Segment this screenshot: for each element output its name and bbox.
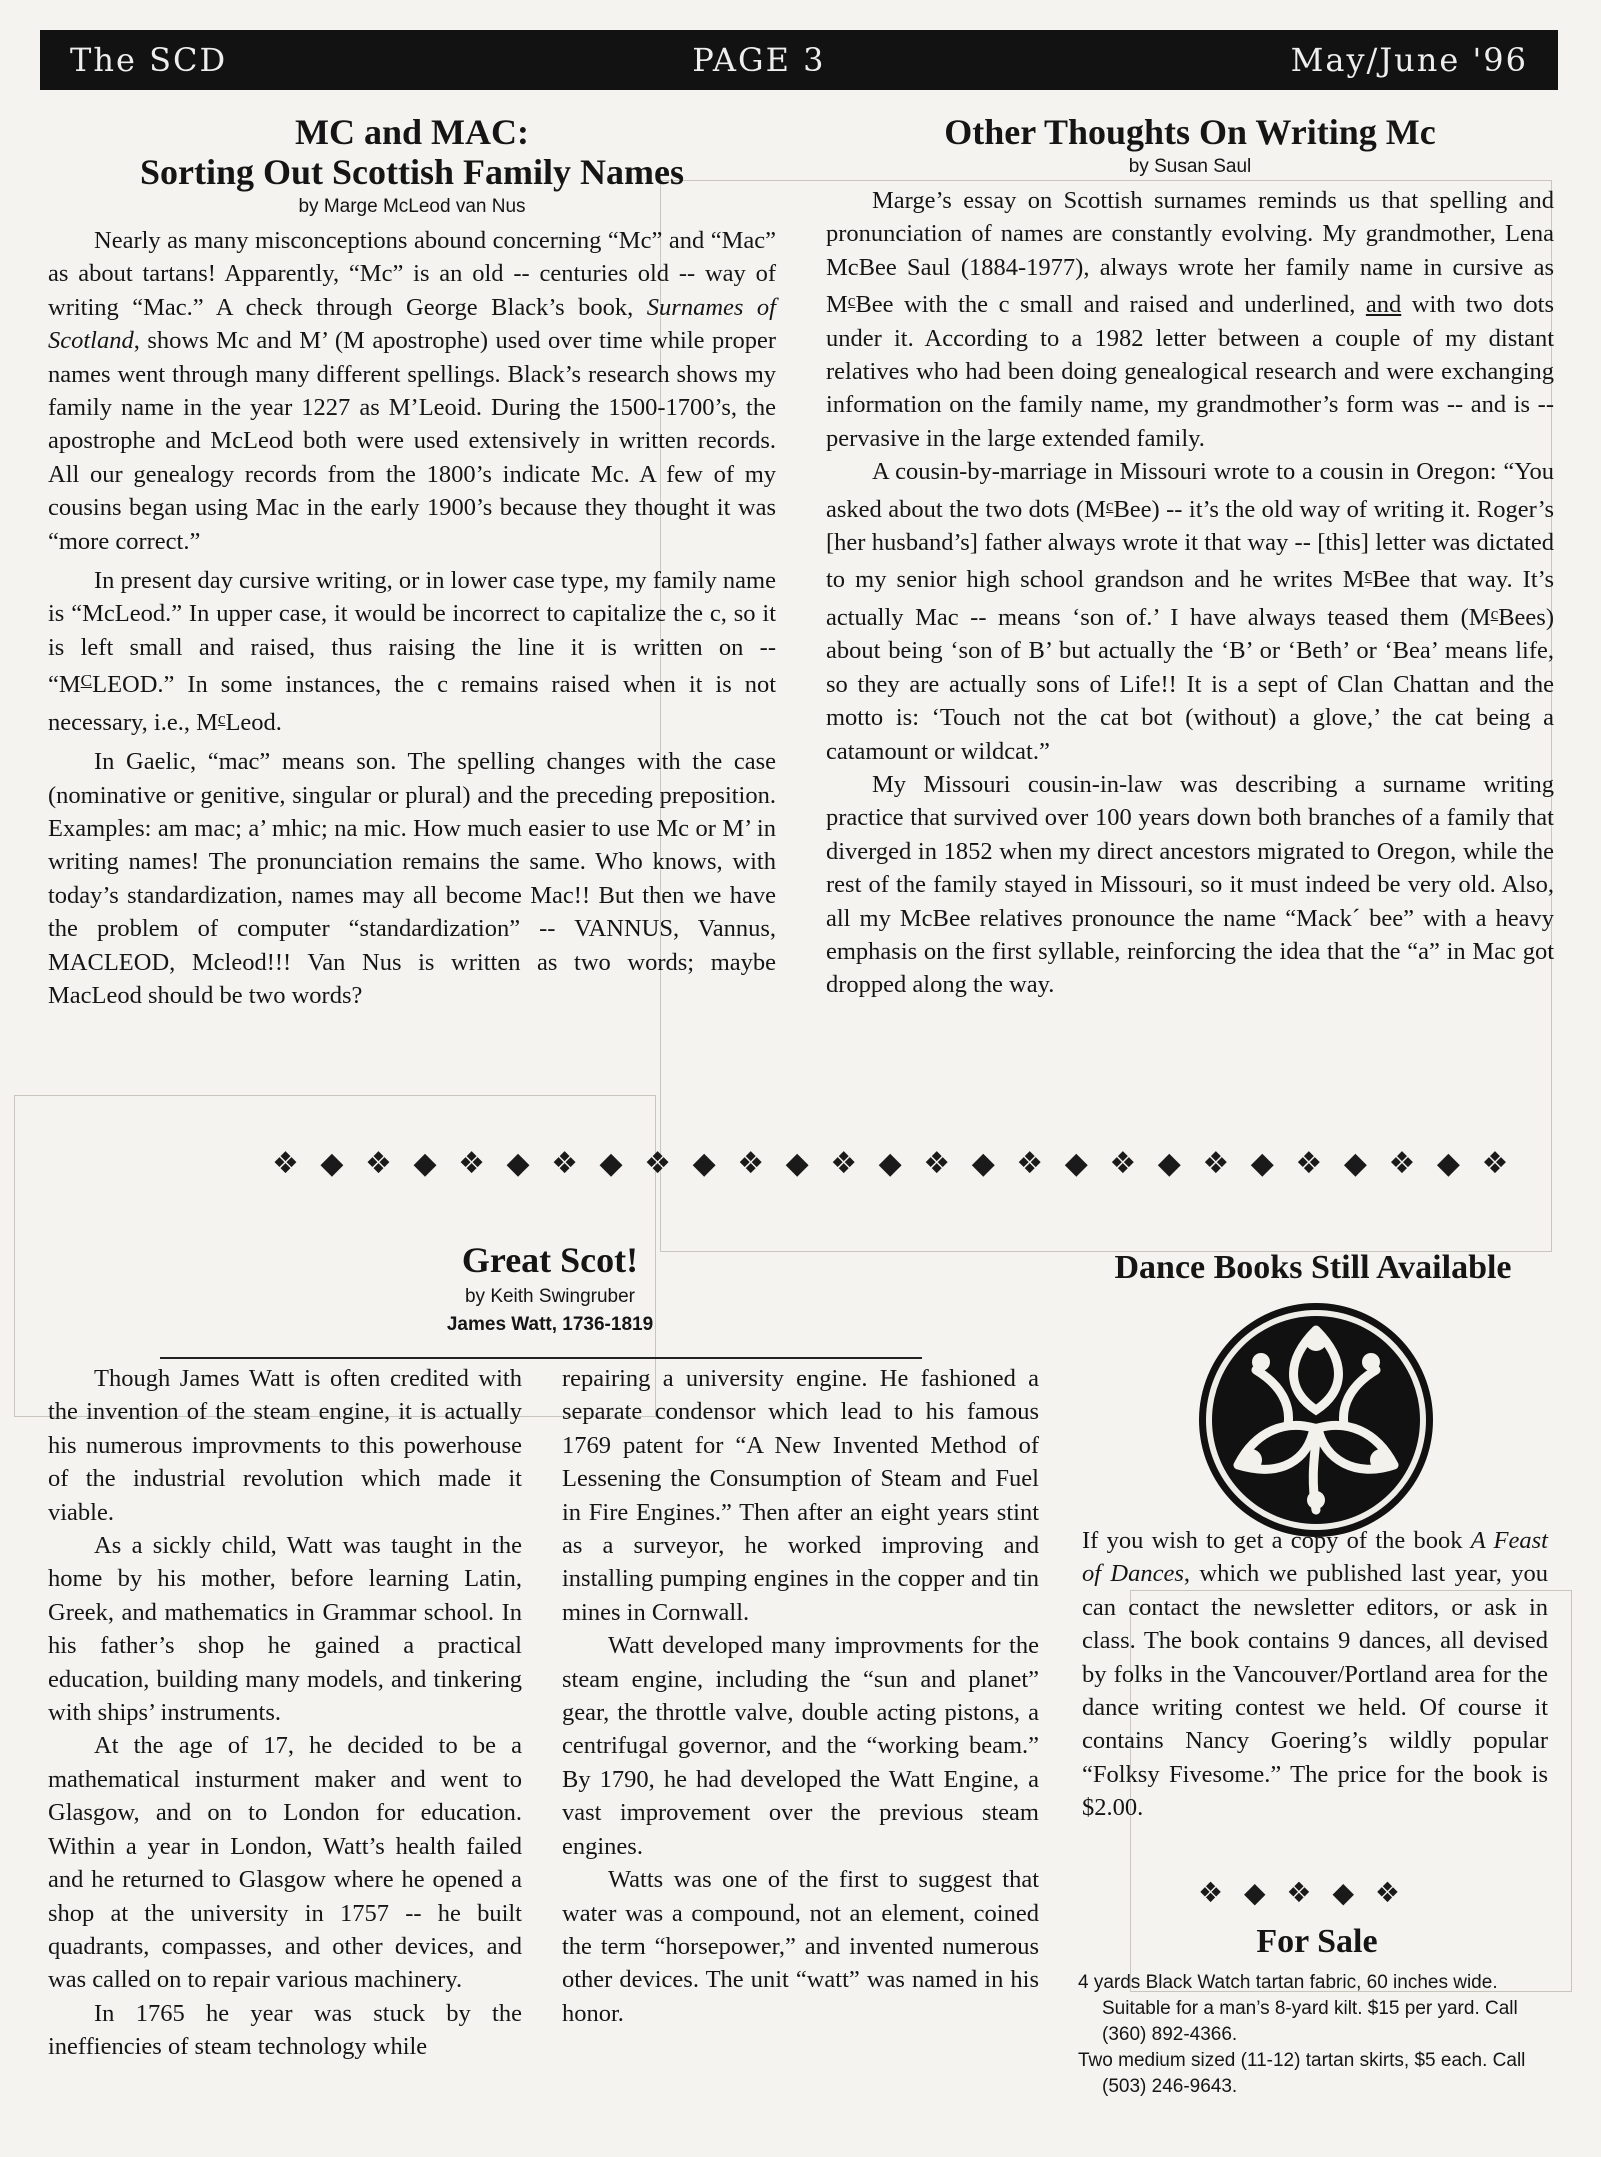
great-scot-column-1	[48, 1362, 522, 2064]
for-sale-box	[1078, 1922, 1556, 2100]
article-byline: by Keith Swingruber	[464, 1286, 636, 1307]
article-subtitle: James Watt, 1736-1819	[446, 1314, 654, 1335]
paragraph: Watts was one of the first to suggest that water was a compound, not an element, coined the term “horsepower,” and invented numerous other devices. The unit “watt” was named in his honor.	[562, 1866, 1039, 2027]
paragraph: In 1765 he year was stuck by the ineffiencies of steam technology while	[48, 1999, 522, 2061]
celtic-dancers-illustration	[1196, 1300, 1436, 1540]
page-number: PAGE 3	[692, 41, 826, 79]
paragraph: As a sickly child, Watt was taught in the home by his mother, before learning Latin, Greek, and mathematics in Grammar school. In his father’s shop he gained a practical education, building many models, and tinkering with ships’ instruments.	[48, 1532, 522, 1727]
newsletter-name: The SCD	[70, 41, 228, 79]
article-byline: by Marge McLeod van Nus	[298, 196, 526, 217]
article-byline: by Susan Saul	[1128, 156, 1252, 177]
ornament-divider: ❖ ◆ ❖ ◆ ❖ ◆ ❖ ◆ ❖ ◆ ❖ ◆ ❖ ◆ ❖ ◆ ❖ ◆ ❖ ◆ ❖ ◆ ❖ ◆ ❖ ◆ ❖	[272, 1146, 1515, 1181]
paragraph: Nearly as many misconceptions abound concerning “Mc” and “Mac” as about tartans! Apparently, “Mc” is an old -- centuries old -- way of writing “Mac.” A check through George Black’s book, Surnames of Scotland, shows Mc and M’ (M apostrophe) used over time while proper names went through many different spellings. Black’s research shows my family name in the year 1227 as M’Leoid. During the 1500-1700’s, the apostrophe and McLeod both were used extensively in written records. All our genealogy records from the 1800’s indicate Mc. A few of my cousins began using Mac in the early 1900’s because they thought it was “more correct.”	[48, 227, 776, 555]
header-rule	[160, 1357, 922, 1359]
section-title: Dance Books Still Available	[1114, 1249, 1512, 1286]
paragraph: repairing a university engine. He fashioned a separate condensor which lead to his famous 1769 patent for “A New Invented Method of Lessening the Consumption of Steam and Fuel in Fire Engines.” Then after an eight years stint as a surveyor, he worked improving and installing pumping engines in the copper and tin mines in Cornwall.	[562, 1365, 1039, 1626]
paragraph: Marge’s essay on Scottish surnames reminds us that spelling and pronunciation of names are constantly evolving. My grandmother, Lena McBee Saul (1884-1977), always wrote her family name in cursive as $M^cBee$ with the c small and raised and underlined, and with two dots under it. According to a 1982 letter between a couple of my distant relatives who had been doing genealogical research and were exchanging information on the family name, my grandmother’s form was -- and is -- pervasive in the large extended family.	[826, 187, 1554, 452]
page-header	[40, 30, 1558, 90]
list-item: 4 yards Black Watch tartan fabric, 60 inches wide. Suitable for a man’s 8-yard kilt. $15 per yard. Call (360) 892-4366.	[1078, 1972, 1518, 2045]
for-sale-list	[1078, 1970, 1556, 2100]
dance-books-box	[1078, 1248, 1548, 1288]
ornament-divider: ❖ ◆ ❖ ◆ ❖	[1198, 1876, 1406, 1909]
article-title-line1: MC and MAC:	[295, 112, 529, 152]
paragraph: Watt developed many improvments for the steam engine, including the “sun and planet” gear, the throttle valve, double acting pistons, a centrifugal governor, and the “working beam.” By 1790, he had developed the Watt Engine, a vast improvement over the previous steam engines.	[562, 1632, 1039, 1860]
article-mc-and-mac	[48, 112, 776, 1012]
paragraph: At the age of 17, he decided to be a mathematical insturment maker and went to Glasgow, and on to London for education. Within a year in London, Watt’s health failed and he returned to Glasgow where he opened a shop at the university in 1757 -- he built quadrants, compasses, and other devices, and was called on to repair various machinery.	[48, 1732, 522, 1994]
great-scot-column-2	[562, 1362, 1039, 2030]
section-title: For Sale	[1256, 1923, 1378, 1960]
article-title: Other Thoughts On Writing Mc	[944, 112, 1436, 152]
paragraph: My Missouri cousin-in-law was describing a surname writing practice that survived over 100 years down both branches of a family that diverged in 1852 when my direct ancestors migrated to Oregon, while the rest of the family stayed in Missouri, so it must indeed be very old. Also, all my McBee relatives pronounce the name “Mack´ bee” with a heavy emphasis on the first syllable, reinforcing the idea that the “a” in Mac got dropped along the way.	[826, 770, 1554, 999]
issue-date: May/June '96	[1290, 41, 1528, 79]
great-scot-header	[300, 1240, 800, 1342]
paragraph: If you wish to get a copy of the book A Feast of Dances, which we published last year, you can contact the newsletter editors, or ask in class. The book contains 9 dances, all devised by folks in the Vancouver/Portland area for the dance writing contest we held. Of course it contains Nancy Goering’s wildly popular “Folksy Fivesome.” The price for the book is $2.00.	[1082, 1527, 1548, 1822]
paragraph: In present day cursive writing, or in lower case type, my family name is “McLeod.” In upper case, it would be incorrect to capitalize the c, so it is left small and raised, thus raising the line it is written on -- “$M^CLEOD$.” In some instances, the c remains raised when it is not necessary, i.e., $M^cLeod$.	[48, 567, 776, 736]
paragraph: In Gaelic, “mac” means son. The spelling changes with the case (nominative or genitive, singular or plural) and the preceding preposition. Examples: am mac; a’ mhic; na mic. How much easier to use Mc or M’ in writing names! The pronunciation remains the same. Who knows, with today’s standardization, names may all become Mac!! But then we have the problem of computer “standardization” -- VANNUS, Vannus, MACLEOD, Mcleod!!! Van Nus is written as two words; maybe MacLeod should be two words?	[48, 748, 776, 1009]
dance-books-text	[1082, 1524, 1548, 1825]
article-title: Great Scot!	[461, 1240, 639, 1280]
paragraph: Though James Watt is often credited with the invention of the steam engine, it is actually his numerous improvments to this powerhouse of the industrial revolution which made it viable.	[48, 1365, 522, 1526]
paragraph: A cousin-by-marriage in Missouri wrote to a cousin in Oregon: “You asked about the two dots $(M^cBee)$ -- it’s the old way of writing it. Roger’s [her husband’s] father always wrote it that way -- [this] letter was dictated to my senior high school grandson and he writes $M^cBee$ that way. It’s actually Mac -- means ‘son of.’ I have always teased them $(M^cBees)$ about being ‘son of B’ but actually the ‘B’ or ‘Beth’ or ‘Bea’ means life, so they are actually sons of Life!! It is a sept of Clan Chattan and the motto is: ‘Touch not the cat bot (without) a glove,’ the cat being a catamount or wildcat.”	[826, 458, 1554, 765]
article-other-thoughts	[826, 112, 1554, 1002]
article-title-line2: Sorting Out Scottish Family Names	[140, 152, 684, 192]
list-item: Two medium sized (11-12) tartan skirts, $5 each. Call (503) 246-9643.	[1078, 2050, 1526, 2097]
